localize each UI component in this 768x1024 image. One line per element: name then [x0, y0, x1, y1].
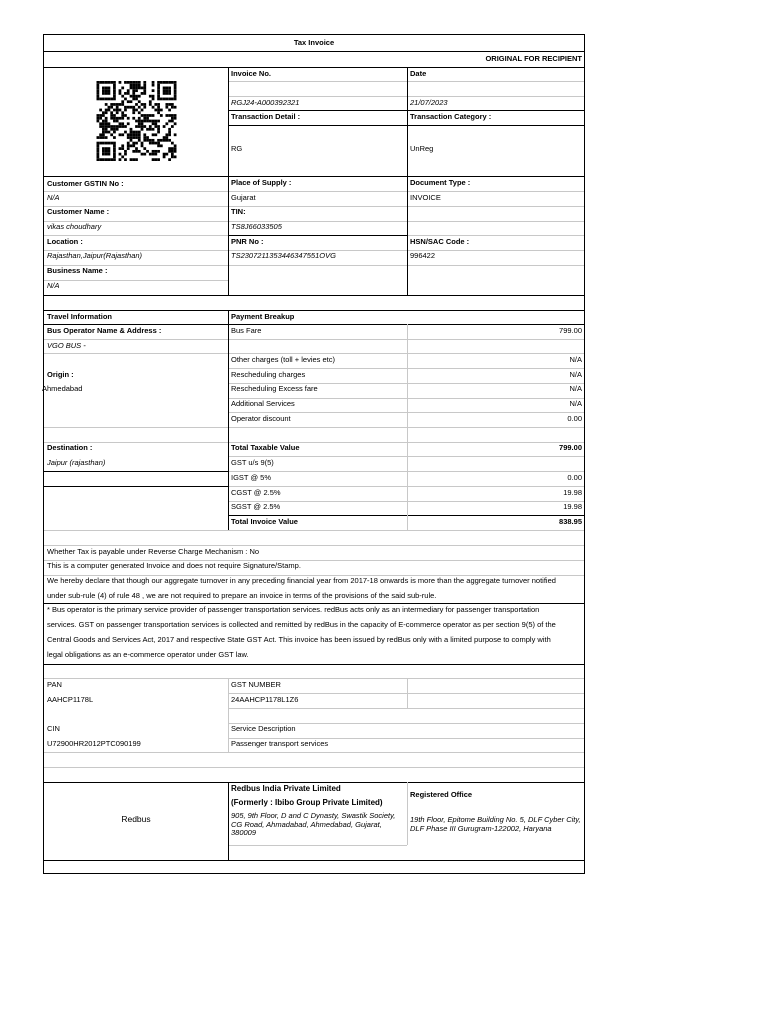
pan-label: PAN	[47, 680, 62, 689]
document-type-label: Document Type :	[410, 178, 471, 187]
rescheduling-excess-value: N/A	[569, 384, 582, 393]
hsn-sac-code: 996422	[410, 251, 436, 260]
operator-discount-label: Operator discount	[231, 414, 291, 423]
origin-label: Origin :	[47, 370, 74, 379]
invoice-title: Tax Invoice	[293, 38, 335, 47]
total-invoice-label: Total Invoice Value	[231, 517, 298, 526]
declaration-line-1: We hereby declare that though our aggregate turnover in any preceding financial year from 2017-18 onwards is more than the aggregate turnover notified	[47, 576, 556, 585]
additional-services-value: N/A	[569, 399, 582, 408]
total-taxable-value: 799.00	[559, 443, 582, 452]
igst-label: IGST @ 5%	[231, 473, 271, 482]
sgst-label: SGST @ 2.5%	[231, 502, 281, 511]
travel-info-heading: Travel Information	[47, 312, 113, 321]
customer-name-label: Customer Name :	[47, 207, 110, 216]
gst-number-value: 24AAHCP1178L1Z6	[231, 695, 299, 704]
transaction-detail-label: Transaction Detail :	[231, 112, 301, 121]
sgst-value: 19.98	[563, 502, 582, 511]
transaction-detail: RG	[231, 144, 243, 153]
location-value: Rajasthan,Jaipur(Rajasthan)	[47, 251, 143, 260]
pnr-label: PNR No :	[231, 237, 264, 246]
transaction-category-label: Transaction Category :	[410, 112, 492, 121]
igst-value: 0.00	[567, 473, 582, 482]
cin-value: U72900HR2012PTC090199	[47, 739, 141, 748]
invoice-no: RGJ24-A000392321	[231, 98, 300, 107]
customer-gstin-label: Customer GSTIN No :	[47, 179, 124, 188]
customer-gstin: N/A	[47, 193, 60, 202]
additional-services-label: Additional Services	[231, 399, 295, 408]
bus-operator: VGO BUS -	[47, 341, 86, 350]
total-taxable-label: Total Taxable Value	[231, 443, 300, 452]
operator-note-line-3: Central Goods and Services Act, 2017 and respective State GST Act. This invoice has been issued by redBus only with a limited purpose to comply with	[47, 635, 551, 644]
operator-note-line-4: legal obligations as an e-commerce operator under GST law.	[47, 650, 249, 659]
tin-label: TIN:	[231, 207, 246, 216]
service-description-value: Passenger transport services	[231, 739, 329, 748]
operator-note-line-2: services. GST on passenger transportation services is collected and remitted by redBus in the capacity of E-commerce operator as per section 9(5) of the	[47, 620, 556, 629]
other-charges-value: N/A	[569, 355, 582, 364]
brand-name: Redbus	[121, 814, 151, 824]
pan-value: AAHCP1178L	[47, 695, 94, 704]
pnr-value: TS2307211353446347551OVG	[231, 251, 336, 260]
reverse-charge-note: Whether Tax is payable under Reverse Charge Mechanism : No	[47, 547, 260, 556]
origin-value: Ahmedabad	[42, 384, 83, 393]
bus-operator-label: Bus Operator Name & Address :	[47, 326, 162, 335]
customer-name: vikas choudhary	[47, 222, 102, 231]
computer-generated-note: This is a computer generated Invoice and does not require Signature/Stamp.	[47, 561, 301, 570]
bus-fare-label: Bus Fare	[231, 326, 262, 335]
company-former-name: (Formerly : Ibibo Group Private Limited)	[231, 798, 383, 807]
service-description-label: Service Description	[231, 724, 296, 733]
gst-9-5-label: GST u/s 9(5)	[231, 458, 274, 467]
registered-office-label: Registered Office	[410, 790, 473, 799]
location-label: Location :	[47, 237, 83, 246]
operator-note-line-1: * Bus operator is the primary service provider of passenger transportation services. redBus acts only as an intermediary for passenger transportation	[47, 605, 540, 614]
declaration-line-2: under sub-rule (4) of rule 48 , we are not required to prepare an invoice in terms of the provisions of the said sub-rule.	[47, 591, 437, 600]
payment-breakup-heading: Payment Breakup	[231, 312, 295, 321]
gst-number-label: GST NUMBER	[231, 680, 281, 689]
operator-discount-value: 0.00	[567, 414, 582, 423]
transaction-category: UnReg	[410, 144, 434, 153]
total-invoice-value: 838.95	[559, 517, 582, 526]
rescheduling-charges-label: Rescheduling charges	[231, 370, 306, 379]
tax-invoice	[43, 34, 585, 874]
place-of-supply-label: Place of Supply :	[231, 178, 292, 187]
hsn-sac-label: HSN/SAC Code :	[410, 237, 470, 246]
document-type: INVOICE	[410, 193, 441, 202]
invoice-no-label: Invoice No.	[231, 69, 272, 78]
business-name-label: Business Name :	[47, 266, 108, 275]
rescheduling-excess-label: Rescheduling Excess fare	[231, 384, 318, 393]
business-name: N/A	[47, 281, 60, 290]
registered-office-address: 19th Floor, Epitome Building No. 5, DLF Cyber City, DLF Phase III Gurugram-122002, Haryana	[410, 815, 581, 833]
qr-code-icon	[94, 81, 179, 161]
cgst-value: 19.98	[563, 488, 582, 497]
company-address: 905, 9th Floor, D and C Dynasty, Swastik Society, CG Road, Ahmadabad, Ahmedabad, Gujarat, 380009	[231, 811, 396, 838]
tin-value: TS8J66033505	[231, 222, 282, 231]
copy-label: ORIGINAL FOR RECIPIENT	[485, 54, 582, 63]
destination-value: Jaipur (rajasthan)	[47, 458, 106, 467]
bus-fare-value: 799.00	[559, 326, 582, 335]
company-legal-name: Redbus India Private Limited	[231, 784, 341, 793]
date-label: Date	[410, 69, 427, 78]
rescheduling-charges-value: N/A	[569, 370, 582, 379]
cin-label: CIN	[47, 724, 60, 733]
cgst-label: CGST @ 2.5%	[231, 488, 281, 497]
invoice-date: 21/07/2023	[410, 98, 448, 107]
place-of-supply: Gujarat	[231, 193, 256, 202]
destination-label: Destination :	[47, 443, 93, 452]
other-charges-label: Other charges (toll + levies etc)	[231, 355, 336, 364]
